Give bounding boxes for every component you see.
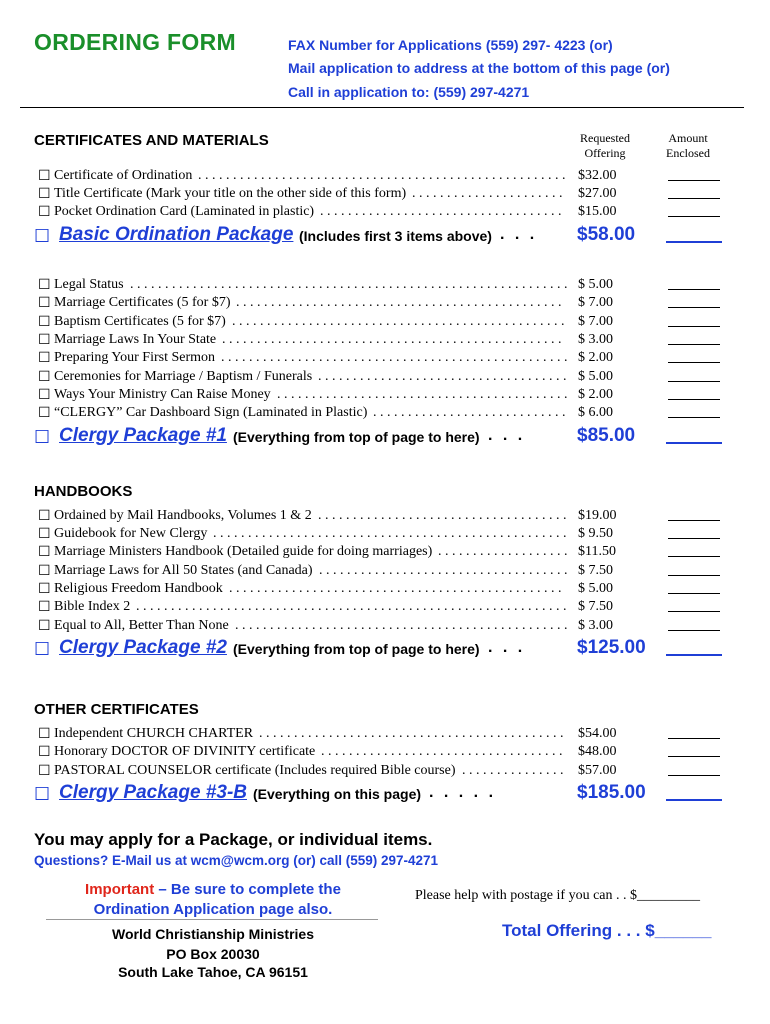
amount-enclosed-blank[interactable] xyxy=(666,442,722,444)
checkbox-icon[interactable]: ☐ xyxy=(38,509,51,524)
dot-leader: . . . . . . . . . . . . . . . . . . . . . . . . . . . . . . . . . . . . . . . . . . . . . . . . xyxy=(235,618,568,633)
package-name: Basic Ordination Package xyxy=(59,224,294,245)
item-label: Ceremonies for Marriage / Baptism / Funerals xyxy=(54,369,313,384)
amount-enclosed-blank[interactable] xyxy=(668,611,720,612)
item-row xyxy=(38,350,730,368)
amount-enclosed-blank[interactable] xyxy=(668,775,720,776)
item-price: $15.00 xyxy=(578,204,617,219)
checkbox-icon[interactable]: ☐ xyxy=(38,169,51,184)
package-description: (Includes first 3 items above) xyxy=(299,228,492,244)
amount-enclosed-blank[interactable] xyxy=(668,289,720,290)
dot-leader: . . . . . . . . . . . . . . . . . . . . . . . . . . . . . . . . . . . . xyxy=(318,508,567,523)
package-clergy-1 xyxy=(34,425,734,451)
checkbox-icon[interactable]: ☐ xyxy=(38,619,51,634)
dot-leader: . . . . . . . . . . . . . . . . . . . . . . . . . . . . . . . . . . . . . . . . . . . . . . . . . . . . . xyxy=(198,168,566,183)
package-clergy-3b xyxy=(34,782,734,808)
dot-leader: . . . . . . . . . . . . . . . . . . . . . . . . . . . . . . . . . . . . xyxy=(318,369,567,384)
form-title: ORDERING FORM xyxy=(34,29,236,55)
item-label: Honorary DOCTOR OF DIVINITY certificate xyxy=(54,744,316,759)
checkbox-icon[interactable]: ☐ xyxy=(38,187,51,202)
item-label: Equal to All, Better Than None xyxy=(54,618,229,633)
org-name: World Christianship Ministries xyxy=(112,926,314,942)
amount-enclosed-blank[interactable] xyxy=(666,654,722,656)
package-price: $85.00 xyxy=(577,425,636,446)
checkbox-icon[interactable]: ☐ xyxy=(38,745,51,760)
item-row xyxy=(38,544,730,562)
column-amount-label: Amount xyxy=(668,131,708,145)
checkbox-icon[interactable]: ☐ xyxy=(38,600,51,615)
checkbox-icon[interactable]: ☐ xyxy=(34,226,51,247)
amount-enclosed-blank[interactable] xyxy=(666,799,722,801)
po-box: PO Box 20030 xyxy=(166,946,260,962)
address-divider xyxy=(46,919,378,920)
item-price: $27.00 xyxy=(578,186,617,201)
package-dots: . . . . . xyxy=(429,784,497,801)
item-price: $ 3.00 xyxy=(578,618,613,633)
package-price: $185.00 xyxy=(577,782,646,803)
item-label: Marriage Ministers Handbook (Detailed guide for doing marriages) xyxy=(54,544,433,559)
item-price: $ 7.50 xyxy=(578,599,613,614)
header-divider xyxy=(20,107,744,108)
important-word: Important xyxy=(85,881,155,898)
item-price: $ 9.50 xyxy=(578,526,613,541)
item-row xyxy=(38,314,730,332)
checkbox-icon[interactable]: ☐ xyxy=(38,205,51,220)
dot-leader: . . . . . . . . . . . . . . . . . . . . . . . . . . . . . . . . . . . . . . . . . . . . . . . xyxy=(236,295,562,310)
item-label: Baptism Certificates (5 for $7) xyxy=(54,314,226,329)
call-line: Call in application to: (559) 297-4271 xyxy=(288,84,530,100)
package-basic xyxy=(34,224,734,250)
amount-enclosed-blank[interactable] xyxy=(668,344,720,345)
column-amount-enclosed xyxy=(648,131,728,161)
checkbox-icon[interactable]: ☐ xyxy=(38,582,51,597)
checkbox-icon[interactable]: ☐ xyxy=(34,639,51,660)
amount-enclosed-blank[interactable] xyxy=(668,520,720,521)
item-price: $19.00 xyxy=(578,508,617,523)
item-row xyxy=(38,295,730,313)
amount-enclosed-blank[interactable] xyxy=(668,575,720,576)
dot-leader: . . . . . . . . . . . . . . . . . . . . . . . . . . . . . . . . . . . . xyxy=(319,563,568,578)
item-price: $54.00 xyxy=(578,726,617,741)
item-price: $ 5.00 xyxy=(578,369,613,384)
item-price: $11.50 xyxy=(578,544,616,559)
apply-note: You may apply for a Package, or individual items. xyxy=(34,830,433,849)
item-price: $48.00 xyxy=(578,744,617,759)
package-description: (Everything on this page) xyxy=(253,786,422,802)
amount-enclosed-blank[interactable] xyxy=(668,326,720,327)
item-row xyxy=(38,204,730,222)
item-label: Bible Index 2 xyxy=(54,599,131,614)
amount-enclosed-blank[interactable] xyxy=(668,216,720,217)
item-row xyxy=(38,405,730,423)
column-enclosed-label: Enclosed xyxy=(666,146,710,160)
dot-leader: . . . . . . . . . . . . . . . . . . . . . . . . . . . . . . . . . . . . . . . . . . . . xyxy=(259,726,564,741)
total-offering-field[interactable]: Total Offering . . . $______ xyxy=(502,921,712,940)
item-label: Preparing Your First Sermon xyxy=(54,350,216,365)
amount-enclosed-blank[interactable] xyxy=(668,538,720,539)
amount-enclosed-blank[interactable] xyxy=(666,241,722,243)
item-price: $ 7.50 xyxy=(578,563,613,578)
column-requested-offering xyxy=(565,131,645,161)
dot-leader: . . . . . . . . . . . . . . . . . . . . . . . . . . . . . . . . . . . . . . . . . . . . . . . . . . . xyxy=(213,526,567,541)
item-label: Marriage Laws In Your State xyxy=(54,332,217,347)
item-row xyxy=(38,618,730,636)
checkbox-icon[interactable]: ☐ xyxy=(38,527,51,542)
item-price: $ 5.00 xyxy=(578,581,613,596)
item-label: Certificate of Ordination xyxy=(54,168,193,183)
item-price: $57.00 xyxy=(578,763,617,778)
package-dots: . . . xyxy=(488,427,526,444)
package-dots: . . . xyxy=(500,226,538,243)
checkbox-icon[interactable]: ☐ xyxy=(34,427,51,448)
column-offering-label: Offering xyxy=(584,146,626,160)
dot-leader: . . . . . . . . . . . . . . . . . . . . . . . . . . . . . . . . . . . . . . . . . . . . . . . . . xyxy=(222,332,562,347)
amount-enclosed-blank[interactable] xyxy=(668,593,720,594)
checkbox-icon[interactable]: ☐ xyxy=(38,545,51,560)
important-text: – Be sure to complete the xyxy=(154,881,341,898)
item-price: $ 6.00 xyxy=(578,405,613,420)
checkbox-icon[interactable]: ☐ xyxy=(38,764,51,779)
item-row xyxy=(38,563,730,581)
item-row xyxy=(38,332,730,350)
checkbox-icon[interactable]: ☐ xyxy=(34,784,51,805)
dot-leader: . . . . . . . . . . . . . . . . . . . . . . . . . . . . . . . . . . . . . . . . . . . . . . . . . . . . . . . . . . . . . . . xyxy=(130,277,568,292)
section-handbooks: HANDBOOKS xyxy=(34,483,133,500)
checkbox-icon[interactable]: ☐ xyxy=(38,370,51,385)
checkbox-icon[interactable]: ☐ xyxy=(38,351,51,366)
checkbox-icon[interactable]: ☐ xyxy=(38,296,51,311)
package-description: (Everything from top of page to here) xyxy=(233,641,480,657)
checkbox-icon[interactable]: ☐ xyxy=(38,564,51,579)
amount-enclosed-blank[interactable] xyxy=(668,556,720,557)
dot-leader: . . . . . . . . . . . . . . . . . . . xyxy=(438,544,568,559)
item-price: $ 3.00 xyxy=(578,332,613,347)
package-dots: . . . xyxy=(488,639,526,656)
item-label: Independent CHURCH CHARTER xyxy=(54,726,254,741)
dot-leader: . . . . . . . . . . . . . . . xyxy=(462,763,564,778)
item-price: $ 2.00 xyxy=(578,350,613,365)
fax-line: FAX Number for Applications (559) 297- 4223 (or) xyxy=(288,37,613,53)
item-row xyxy=(38,744,730,762)
questions-note: Questions? E-Mail us at wcm@wcm.org (or) call (559) 297-4271 xyxy=(34,853,439,868)
item-row xyxy=(38,526,730,544)
dot-leader: . . . . . . . . . . . . . . . . . . . . . . xyxy=(412,186,563,201)
dot-leader: . . . . . . . . . . . . . . . . . . . . . . . . . . . . . . . . . . . . . . . . . . . . . . . . xyxy=(229,581,562,596)
item-row xyxy=(38,186,730,204)
item-row xyxy=(38,763,730,781)
amount-enclosed-blank[interactable] xyxy=(668,738,720,739)
checkbox-icon[interactable]: ☐ xyxy=(38,727,51,742)
item-price: $32.00 xyxy=(578,168,617,183)
item-label: PASTORAL COUNSELOR certificate (Includes required Bible course) xyxy=(54,763,456,778)
item-price: $ 2.00 xyxy=(578,387,613,402)
item-label: “CLERGY” Car Dashboard Sign (Laminated in Plastic) xyxy=(54,405,368,420)
item-label: Ways Your Ministry Can Raise Money xyxy=(54,387,271,402)
dot-leader: . . . . . . . . . . . . . . . . . . . . . . . . . . . . xyxy=(373,405,566,420)
important-note xyxy=(40,880,386,920)
package-name: Clergy Package #1 xyxy=(59,425,227,446)
item-label: Religious Freedom Handbook xyxy=(54,581,223,596)
amount-enclosed-blank[interactable] xyxy=(668,756,720,757)
item-row xyxy=(38,599,730,617)
item-label: Pocket Ordination Card (Laminated in plastic) xyxy=(54,204,315,219)
mail-line: Mail application to address at the bottom of this page (or) xyxy=(288,60,670,76)
item-label: Legal Status xyxy=(54,277,124,292)
item-label: Marriage Certificates (5 for $7) xyxy=(54,295,231,310)
package-description: (Everything from top of page to here) xyxy=(233,429,480,445)
dot-leader: . . . . . . . . . . . . . . . . . . . . . . . . . . . . . . . . . . . . . . . . . . . . . . . . xyxy=(232,314,565,329)
amount-enclosed-blank[interactable] xyxy=(668,198,720,199)
checkbox-icon[interactable]: ☐ xyxy=(38,278,51,293)
item-price: $ 5.00 xyxy=(578,277,613,292)
section-certificates: CERTIFICATES AND MATERIALS xyxy=(34,132,269,149)
checkbox-icon[interactable]: ☐ xyxy=(38,388,51,403)
item-row xyxy=(38,387,730,405)
item-label: Ordained by Mail Handbooks, Volumes 1 & 2 xyxy=(54,508,312,523)
package-name: Clergy Package #3-B xyxy=(59,782,247,803)
checkbox-icon[interactable]: ☐ xyxy=(38,406,51,421)
package-price: $125.00 xyxy=(577,637,646,658)
amount-enclosed-blank[interactable] xyxy=(668,307,720,308)
package-price: $58.00 xyxy=(577,224,636,245)
item-row xyxy=(38,168,730,186)
important-line2: Ordination Application page also. xyxy=(93,901,333,918)
item-row xyxy=(38,581,730,599)
amount-enclosed-blank[interactable] xyxy=(668,417,720,418)
amount-enclosed-blank[interactable] xyxy=(668,381,720,382)
amount-enclosed-blank[interactable] xyxy=(668,180,720,181)
dot-leader: . . . . . . . . . . . . . . . . . . . . . . . . . . . . . . . . . . . xyxy=(320,204,562,219)
amount-enclosed-blank[interactable] xyxy=(668,399,720,400)
section-other-certificates: OTHER CERTIFICATES xyxy=(34,701,199,718)
dot-leader: . . . . . . . . . . . . . . . . . . . . . . . . . . . . . . . . . . . . . . . . . . . . . . . . . . . . . . . . . . . . . . xyxy=(136,599,567,614)
item-row xyxy=(38,277,730,295)
dot-leader: . . . . . . . . . . . . . . . . . . . . . . . . . . . . . . . . . . . . . . . . . . xyxy=(277,387,568,402)
item-price: $ 7.00 xyxy=(578,314,613,329)
postage-field[interactable]: Please help with postage if you can . . $_________ xyxy=(415,888,701,903)
package-name: Clergy Package #2 xyxy=(59,637,227,658)
item-row xyxy=(38,508,730,526)
checkbox-icon[interactable]: ☐ xyxy=(38,315,51,330)
item-label: Guidebook for New Clergy xyxy=(54,526,208,541)
item-label: Marriage Laws for All 50 States (and Canada) xyxy=(54,563,313,578)
column-requested-label: Requested xyxy=(580,131,630,145)
checkbox-icon[interactable]: ☐ xyxy=(38,333,51,348)
amount-enclosed-blank[interactable] xyxy=(668,630,720,631)
item-row xyxy=(38,726,730,744)
item-price: $ 7.00 xyxy=(578,295,613,310)
item-row xyxy=(38,369,730,387)
dot-leader: . . . . . . . . . . . . . . . . . . . . . . . . . . . . . . . . . . . . . . . . . . . . . . . . . . xyxy=(221,350,568,365)
amount-enclosed-blank[interactable] xyxy=(668,362,720,363)
package-clergy-2 xyxy=(34,637,734,663)
item-label: Title Certificate (Mark your title on the other side of this form) xyxy=(54,186,407,201)
city-state-zip: South Lake Tahoe, CA 96151 xyxy=(118,964,308,980)
dot-leader: . . . . . . . . . . . . . . . . . . . . . . . . . . . . . . . . . . . xyxy=(321,744,563,759)
